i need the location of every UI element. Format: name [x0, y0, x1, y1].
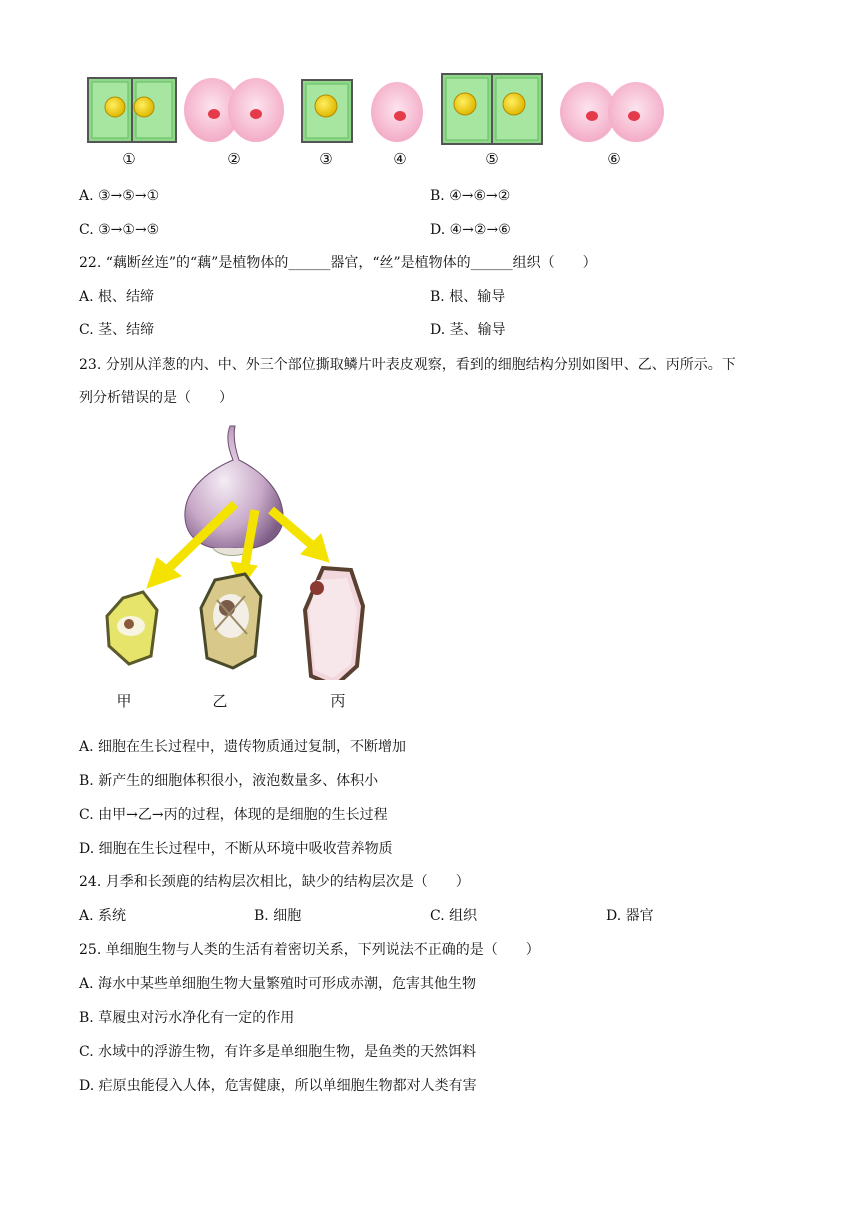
q22-option-c: C. 茎、结缔 — [79, 322, 155, 338]
figure-label-yi: 乙 — [212, 692, 228, 710]
cell-jia — [107, 592, 157, 664]
q25-option-d: D. 疟原虫能侵入人体，危害健康，所以单细胞生物都对人类有害 — [79, 1078, 477, 1094]
q21-option-d: D. ④→②→⑥ — [430, 222, 511, 238]
q25-option-a: A. 海水中某些单细胞生物大量繁殖时可形成赤潮，危害其他生物 — [79, 976, 477, 992]
cell-label-5: ⑤ — [485, 150, 499, 168]
cell-yi — [201, 574, 261, 668]
q21-option-c: C. ③→①→⑤ — [79, 222, 160, 238]
q22-option-d: D. 茎、输导 — [430, 322, 506, 338]
cell-6-animal-two-large — [560, 82, 664, 142]
cell-division-figure — [80, 70, 680, 150]
q23-stem-line2: 列分析错误的是（ ） — [79, 390, 233, 406]
cell-2-animal-two — [184, 78, 284, 142]
q22-stem: 22. “藕断丝连”的“藕”是植物体的______器官，“丝”是植物体的______组织（ ） — [79, 255, 597, 271]
q21-option-a: A. ③→⑤→① — [79, 188, 160, 204]
q23-stem-line1: 23. 分别从洋葱的内、中、外三个部位撕取鳞片叶表皮观察，看到的细胞结构分别如图甲、乙、丙所示。下 — [79, 357, 736, 373]
q23-option-c: C. 由甲→乙→丙的过程，体现的是细胞的生长过程 — [79, 807, 388, 823]
cell-label-3: ③ — [319, 150, 333, 168]
figure-label-jia: 甲 — [116, 692, 132, 710]
cell-1-plant-two — [88, 78, 176, 142]
q23-option-a: A. 细胞在生长过程中，遗传物质通过复制，不断增加 — [79, 739, 407, 755]
q24-option-a: A. 系统 — [79, 908, 127, 924]
q23-option-d: D. 细胞在生长过程中，不断从环境中吸收营养物质 — [79, 841, 393, 857]
q25-option-b: B. 草履虫对污水净化有一定的作用 — [79, 1010, 295, 1026]
cell-label-1: ① — [122, 150, 136, 168]
q22-option-b: B. 根、输导 — [430, 289, 506, 305]
figure-label-bing: 丙 — [330, 692, 346, 710]
q25-stem: 25. 单细胞生物与人类的生活有着密切关系，下列说法不正确的是（ ） — [79, 942, 540, 958]
cell-3-plant-one — [302, 80, 352, 142]
cell-5-plant-two-large — [442, 74, 542, 144]
cell-label-2: ② — [227, 150, 241, 168]
q24-option-b: B. 细胞 — [254, 908, 302, 924]
cell-bing — [305, 568, 363, 680]
onion-cells-figure — [95, 420, 385, 680]
q25-option-c: C. 水域中的浮游生物，有许多是单细胞生物，是鱼类的天然饵料 — [79, 1044, 477, 1060]
cell-label-4: ④ — [393, 150, 407, 168]
q24-option-c: C. 组织 — [430, 908, 478, 924]
q24-option-d: D. 器官 — [606, 908, 654, 924]
q21-option-b: B. ④→⑥→② — [430, 188, 511, 204]
q24-stem: 24. 月季和长颈鹿的结构层次相比，缺少的结构层次是（ ） — [79, 874, 470, 890]
cell-label-6: ⑥ — [607, 150, 621, 168]
q23-option-b: B. 新产生的细胞体积很小，液泡数量多、体积小 — [79, 773, 379, 789]
cell-4-animal-one — [371, 82, 423, 142]
q22-option-a: A. 根、结缔 — [79, 289, 155, 305]
